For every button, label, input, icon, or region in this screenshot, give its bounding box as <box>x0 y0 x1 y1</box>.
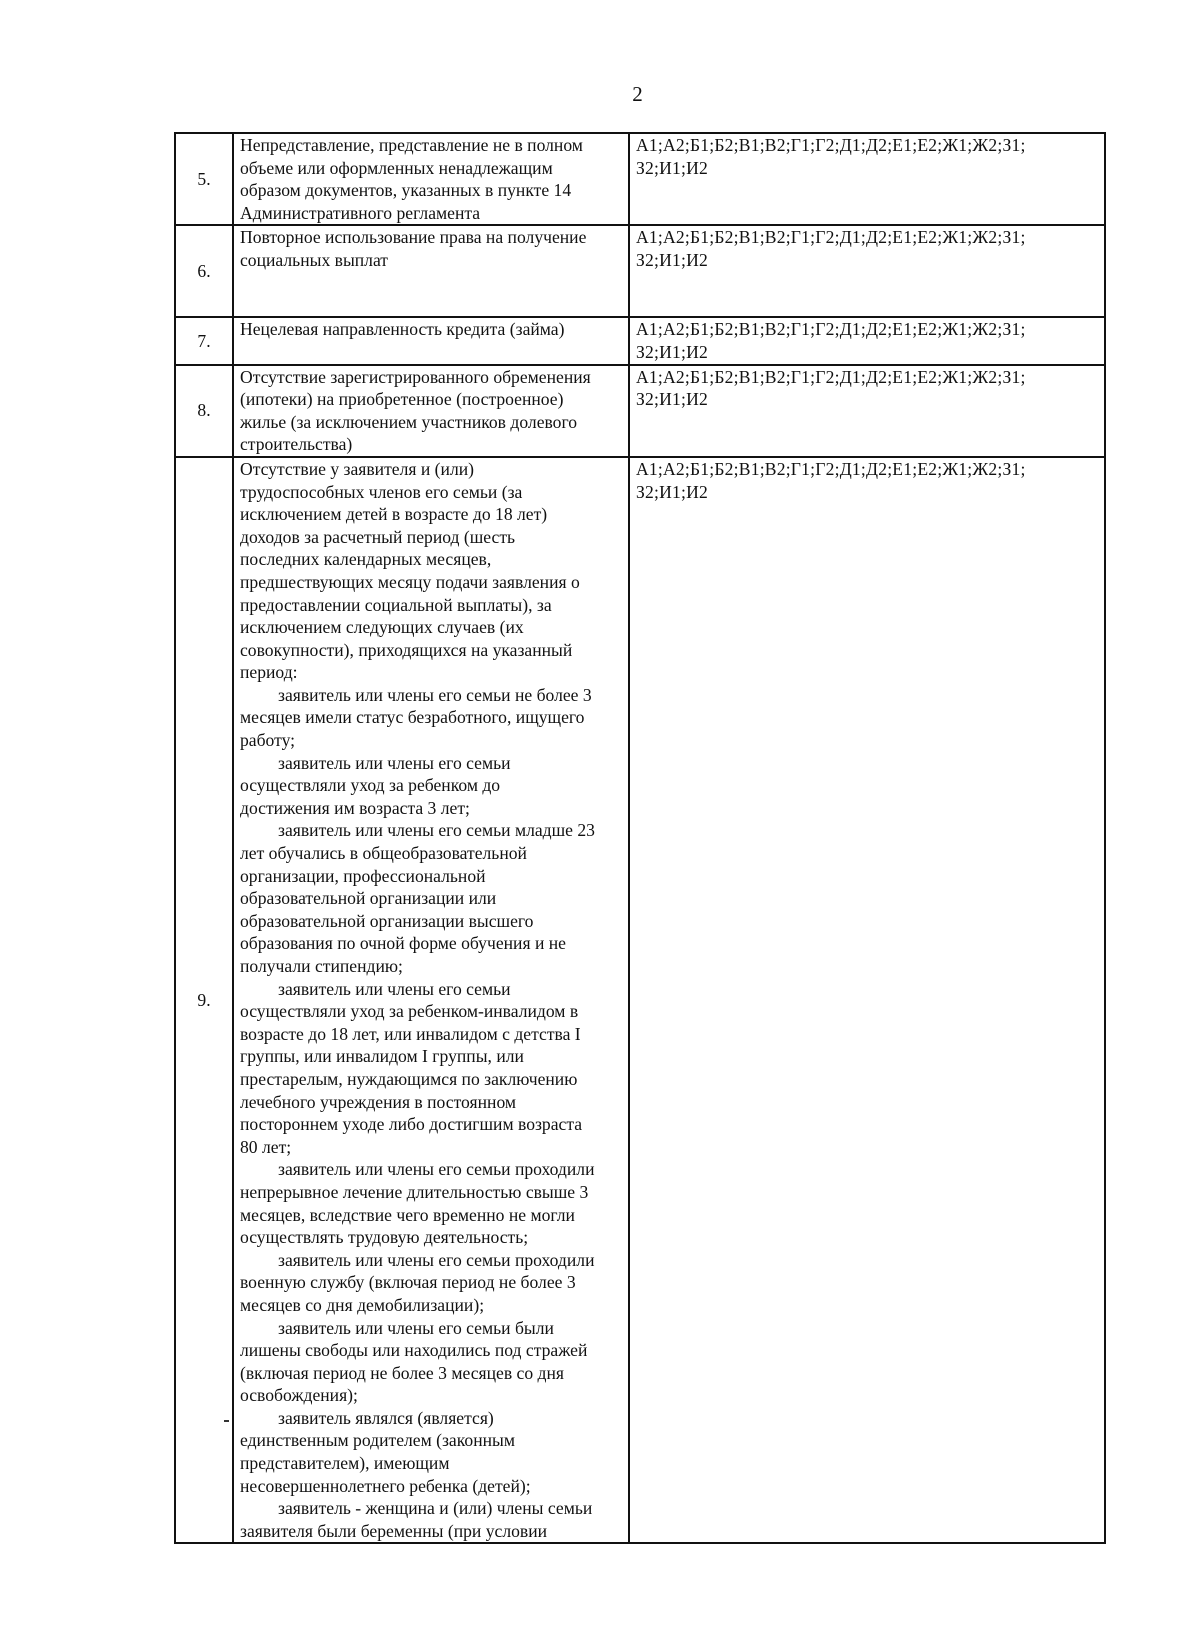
exception-case-line: заявитель или члены его семьи <box>278 978 511 999</box>
table-row <box>175 365 1105 457</box>
codes-line: З2;И1;И2 <box>636 389 708 410</box>
exception-case-line: образования по очной форме обучения и не <box>240 933 566 954</box>
exception-case-line: заявитель или члены его семьи <box>278 752 511 773</box>
description-line: исключением детей в возрасте до 18 лет) <box>240 504 548 525</box>
description-line: Отсутствие зарегистрированного обременения <box>240 366 591 387</box>
description-line: трудоспособных членов его семьи (за <box>240 481 523 502</box>
row-number: 8. <box>175 365 233 457</box>
row-number: 5. <box>175 133 233 225</box>
description-line: предоставлении социальной выплаты), за <box>240 594 552 615</box>
description-line: Нецелевая направленность кредита (займа) <box>240 319 565 340</box>
exception-case-line: несовершеннолетнего ребенка (детей); <box>240 1475 531 1496</box>
exception-case-line: (включая период не более 3 месяцев со дня <box>240 1362 564 1383</box>
exception-case-line: организации, профессиональной <box>240 865 486 886</box>
row-description <box>233 317 629 364</box>
row-number: 7. <box>175 317 233 364</box>
exception-case-line: группы, или инвалидом I группы, или <box>240 1046 524 1067</box>
exception-case-line: представителем), имеющим <box>240 1453 450 1474</box>
exception-case-line: постороннем уходе либо достигшим возраста <box>240 1114 583 1135</box>
description-line: жилье (за исключением участников долевого <box>240 411 578 432</box>
exception-case-line: возрасте до 18 лет, или инвалидом с детства I <box>240 1023 581 1044</box>
codes-line: З2;И1;И2 <box>636 249 708 270</box>
description-line: совокупности), приходящихся на указанный <box>240 639 573 660</box>
table-row <box>175 133 1105 225</box>
exception-case-line: заявитель или члены его семьи проходили <box>278 1249 595 1270</box>
exception-case-line: заявитель или члены его семьи проходили <box>278 1159 595 1180</box>
table-row <box>175 317 1105 364</box>
table-row <box>175 225 1105 317</box>
row-description <box>233 365 629 457</box>
margin-mark <box>224 1420 229 1422</box>
codes-line: З2;И1;И2 <box>636 157 708 178</box>
codes-line: А1;А2;Б1;Б2;В1;В2;Г1;Г2;Д1;Д2;Е1;Е2;Ж1;Ж2;З1; <box>636 319 1026 340</box>
row-description <box>233 133 629 225</box>
exception-case-line: заявитель или члены его семьи младше 23 <box>278 820 595 841</box>
exception-case-line: лет обучались в общеобразовательной <box>240 843 527 864</box>
exception-case-line: военную службу (включая период не более 3 <box>240 1272 576 1293</box>
exception-case-line: заявитель - женщина и (или) члены семьи <box>278 1498 593 1519</box>
exception-case-line: заявитель являлся (является) <box>278 1407 494 1428</box>
description-line: объеме или оформленных ненадлежащим <box>240 157 553 178</box>
row-number: 9. <box>175 457 233 1544</box>
exception-case-line: заявитель или члены его семьи были <box>278 1317 554 1338</box>
codes-line: З2;И1;И2 <box>636 481 708 502</box>
row-description <box>233 225 629 317</box>
description-line: исключением следующих случаев (их <box>240 617 524 638</box>
exception-case-line: заявитель или члены его семьи не более 3 <box>278 684 592 705</box>
exception-case-line: образовательной организации или <box>240 888 497 909</box>
exception-case-line: лечебного учреждения в постоянном <box>240 1091 517 1112</box>
codes-line: А1;А2;Б1;Б2;В1;В2;Г1;Г2;Д1;Д2;Е1;Е2;Ж1;Ж2;З1; <box>636 366 1026 387</box>
page-number: 2 <box>632 82 643 106</box>
description-line: строительства) <box>240 434 353 455</box>
description-line: период: <box>240 662 298 683</box>
exception-case-line: осуществлять трудовую деятельность; <box>240 1227 529 1248</box>
row-codes <box>629 365 1105 457</box>
row-number: 6. <box>175 225 233 317</box>
description-line: Административного регламента <box>240 202 481 223</box>
exception-case-line: месяцев, вследствие чего временно не могли <box>240 1204 575 1225</box>
description-line: Отсутствие у заявителя и (или) <box>240 458 474 479</box>
exception-case-line: освобождения); <box>240 1385 358 1406</box>
exception-case-line: лишены свободы или находились под стражей <box>240 1340 588 1361</box>
exception-case-line: достижения им возраста 3 лет; <box>240 797 470 818</box>
exception-case-line: осуществляли уход за ребенком до <box>240 775 501 796</box>
grounds-table <box>174 132 1106 1544</box>
description-line: последних календарных месяцев, <box>240 549 492 570</box>
row-description <box>233 457 629 1544</box>
exception-case-line: 80 лет; <box>240 1136 292 1157</box>
codes-line: А1;А2;Б1;Б2;В1;В2;Г1;Г2;Д1;Д2;Е1;Е2;Ж1;Ж2;З1; <box>636 135 1026 155</box>
exception-case-line: работу; <box>240 730 296 751</box>
description-line: Непредставление, представление не в полном <box>240 135 583 155</box>
description-line: Повторное использование права на получение <box>240 227 587 248</box>
exception-case-line: единственным родителем (законным <box>240 1430 515 1451</box>
row-codes <box>629 133 1105 225</box>
exception-case-line: месяцев со дня демобилизации); <box>240 1294 485 1315</box>
exception-case-line: осуществляли уход за ребенком-инвалидом в <box>240 1001 579 1022</box>
exception-case-line: образовательной организации высшего <box>240 910 534 931</box>
description-line: социальных выплат <box>240 249 389 270</box>
description-line: доходов за расчетный период (шесть <box>240 526 516 547</box>
description-line: (ипотеки) на приобретенное (построенное) <box>240 389 564 410</box>
codes-line: З2;И1;И2 <box>636 341 708 362</box>
row-codes <box>629 457 1105 1544</box>
row-codes <box>629 225 1105 317</box>
row-codes <box>629 317 1105 364</box>
exception-case-line: получали стипендию; <box>240 956 403 976</box>
exception-case-line: месяцев имели статус безработного, ищущего <box>240 707 585 728</box>
codes-line: А1;А2;Б1;Б2;В1;В2;Г1;Г2;Д1;Д2;Е1;Е2;Ж1;Ж2;З1; <box>636 458 1026 479</box>
exception-case-line: непрерывное лечение длительностью свыше 3 <box>240 1181 589 1202</box>
exception-case-line: престарелым, нуждающимся по заключению <box>240 1068 578 1089</box>
description-line: образом документов, указанных в пункте 14 <box>240 180 572 201</box>
exception-case-line: заявителя были беременны (при условии <box>240 1520 548 1541</box>
table-row <box>175 457 1105 1544</box>
description-line: предшествующих месяцу подачи заявления о <box>240 571 580 592</box>
codes-line: А1;А2;Б1;Б2;В1;В2;Г1;Г2;Д1;Д2;Е1;Е2;Ж1;Ж2;З1; <box>636 227 1026 248</box>
